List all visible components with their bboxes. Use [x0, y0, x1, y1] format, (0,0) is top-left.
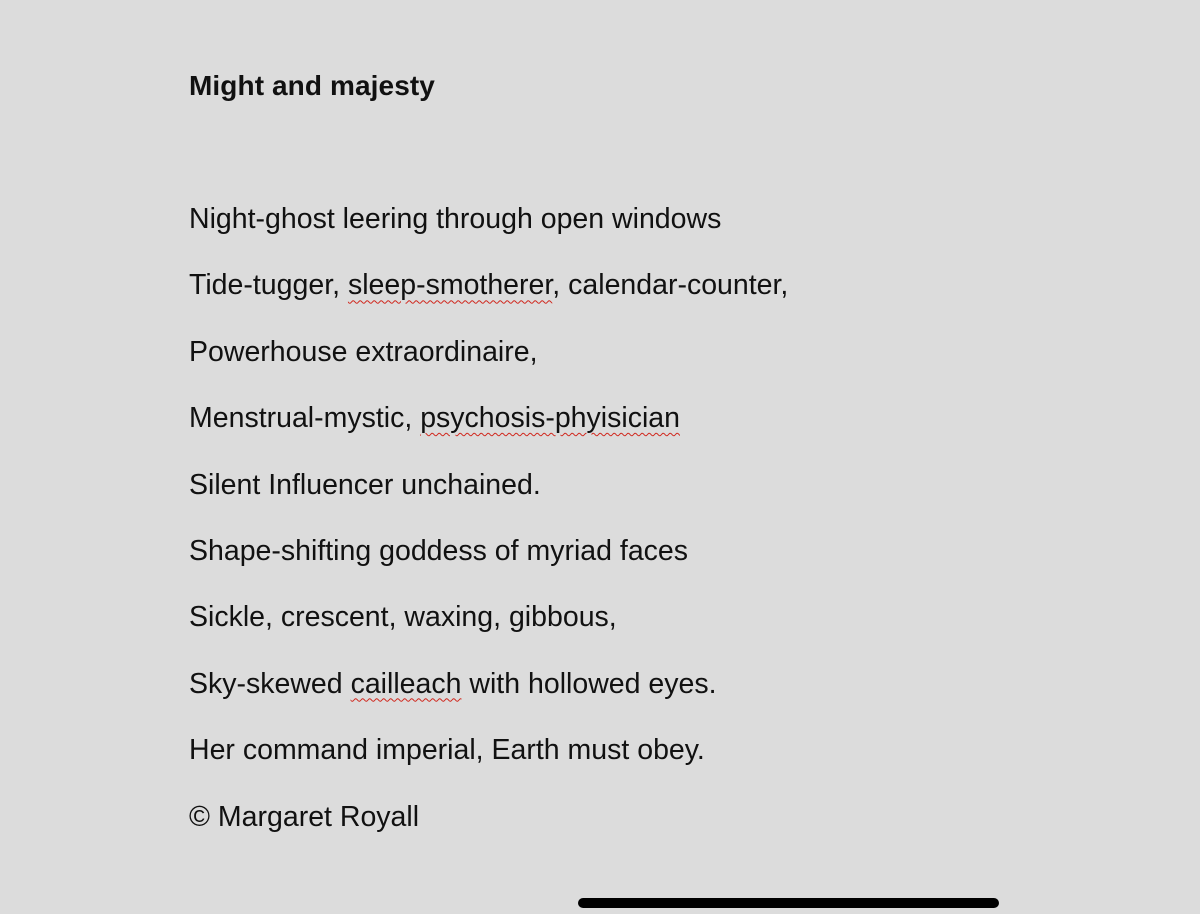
poem-line [189, 600, 788, 666]
poem-text-segment: Sickle, crescent, waxing, gibbous, [189, 601, 617, 634]
poem-text-segment: Night-ghost leering through open windows [189, 203, 722, 235]
poem-text-segment: Her command imperial, Earth must obey. [189, 734, 705, 767]
copyright-line: © Margaret Royall [189, 801, 420, 833]
poem-line [189, 268, 788, 334]
poem-text-segment: Sky-skewed [189, 667, 351, 700]
poem-text-segment: Shape-shifting goddess of myriad faces [189, 534, 689, 567]
poem-line [189, 335, 788, 401]
poem-text-segment: , calendar-counter, [552, 269, 789, 302]
poem-line [189, 401, 788, 467]
poem-title: Might and majesty [189, 70, 435, 101]
home-indicator-bar[interactable] [578, 898, 999, 908]
poem-line [189, 534, 788, 600]
poem-text-segment: Menstrual-mystic, [189, 402, 421, 435]
poem-text-segment: with hollowed eyes. [461, 667, 717, 700]
poem-line [189, 468, 788, 534]
poem-text-segment: Tide-tugger, [189, 269, 348, 302]
poem-line [189, 202, 788, 268]
misspelled-word[interactable]: sleep-smotherer [347, 269, 553, 302]
poem-text-segment: Powerhouse extraordinaire, [189, 335, 538, 368]
misspelled-word[interactable]: cailleach [350, 667, 462, 700]
misspelled-word[interactable]: psychosis-phyisician [420, 402, 680, 435]
poem-text-segment: Silent Influencer unchained. [189, 468, 541, 501]
poem-body [189, 202, 788, 800]
poem-line [189, 733, 788, 799]
poem-line [189, 667, 788, 733]
